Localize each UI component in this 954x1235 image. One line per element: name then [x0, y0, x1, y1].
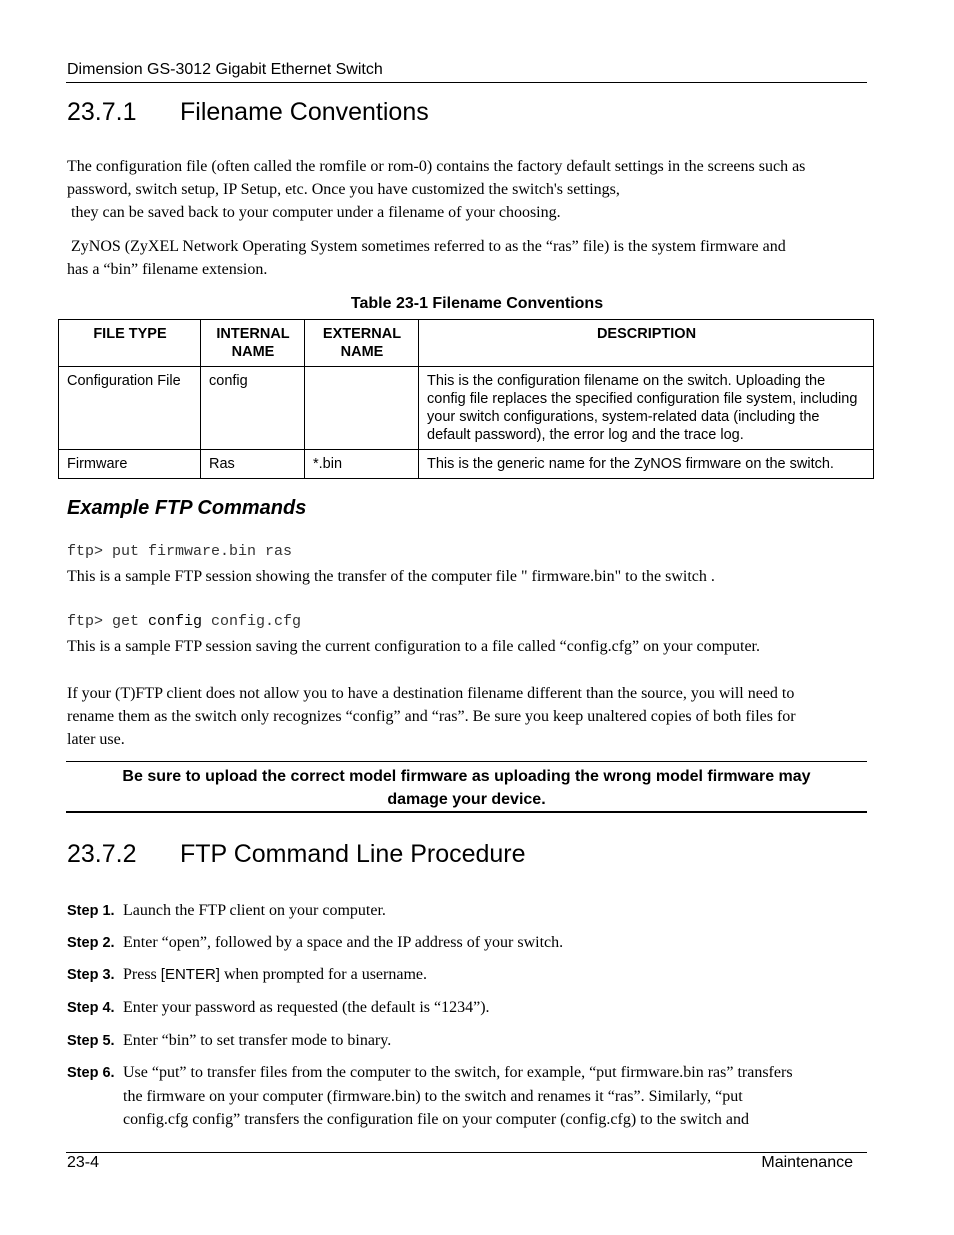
table-caption: Table 23-1 Filename Conventions	[350, 295, 604, 312]
column-header-description: DESCRIPTION	[419, 320, 874, 367]
zynos-paragraph	[67, 235, 867, 281]
step-6	[67, 1061, 857, 1131]
step-text: the firmware on your computer (firmware.bin) to the switch and renames it “ras”. Similarly, “put	[123, 1088, 743, 1105]
tftp-line: If your (T)FTP client does not allow you to have a destination filename different than the source, you will need to	[67, 685, 795, 702]
enter-key-label: [ENTER]	[160, 966, 220, 983]
cell-file-type: Configuration File	[59, 367, 201, 450]
table-header-row	[59, 320, 874, 367]
step-text: Press	[123, 966, 161, 983]
note-bottom-rule	[66, 811, 867, 813]
intro-line: they can be saved back to your computer under a filename of your choosing.	[67, 204, 561, 221]
step-text: Launch the FTP client on your computer.	[123, 902, 386, 919]
note-top-rule	[66, 761, 867, 762]
step-label: Step 2.	[67, 935, 115, 951]
cell-external-name	[305, 367, 419, 450]
section-heading-filename-conventions	[67, 98, 429, 127]
put-description: This is a sample FTP session showing the transfer of the computer file " firmware.bin" to the switch .	[67, 568, 715, 585]
step-label: Step 6.	[67, 1065, 115, 1081]
section-heading-ftp-procedure	[67, 840, 526, 869]
step-text: Enter “open”, followed by a space and the IP address of your switch.	[123, 934, 564, 951]
cell-external-name: *.bin	[305, 450, 419, 479]
step-4	[67, 996, 857, 1020]
step-label: Step 3.	[67, 967, 115, 983]
note-line: Be sure to upload the correct model firmware as uploading the wrong model firmware may	[122, 768, 811, 785]
firmware-warning-note	[66, 765, 867, 811]
step-text: Use “put” to transfer files from the computer to the switch, for example, “put firmware.bin ras” transfers	[123, 1064, 793, 1081]
step-label: Step 5.	[67, 1033, 115, 1049]
table-row	[59, 367, 874, 450]
section-title: FTP Command Line Procedure	[180, 840, 526, 868]
cell-description: This is the generic name for the ZyNOS firmware on the switch.	[419, 450, 874, 479]
intro-line: password, switch setup, IP Setup, etc. Once you have customized the switch's settings,	[67, 181, 620, 198]
column-header-internal-name: INTERNAL NAME	[201, 320, 305, 367]
header-rule	[66, 82, 867, 83]
column-header-file-type: FILE TYPE	[59, 320, 201, 367]
section-title: Filename Conventions	[180, 98, 429, 126]
cell-internal-name: Ras	[201, 450, 305, 479]
step-text: when prompted for a username.	[219, 966, 428, 983]
page-number: 23-4	[67, 1154, 100, 1171]
section-number: 23.7.2	[67, 840, 137, 868]
code-suffix: config.cfg	[202, 613, 302, 630]
running-header: Dimension GS-3012 Gigabit Ethernet Switch	[67, 61, 383, 78]
code-prefix: ftp> get	[67, 613, 149, 630]
step-2	[67, 931, 857, 955]
step-text: Enter your password as requested (the default is “1234”).	[123, 999, 490, 1016]
section-number: 23.7.1	[67, 98, 137, 126]
code-get-config	[67, 613, 301, 630]
chapter-name: Maintenance	[761, 1154, 853, 1171]
code-put-firmware: ftp> put firmware.bin ras	[67, 543, 293, 560]
example-heading: Example FTP Commands	[67, 497, 307, 519]
intro-paragraph	[67, 155, 867, 224]
intro-line: The configuration file (often called the romfile or rom-0) contains the factory default settings in the screens such as	[67, 158, 806, 175]
step-3	[67, 963, 857, 987]
footer-rule	[66, 1152, 867, 1153]
step-label: Step 4.	[67, 1000, 115, 1016]
code-config-keyword: config	[148, 613, 203, 630]
tftp-line: rename them as the switch only recognizes “config” and “ras”. Be sure you keep unaltered copies of both files for	[67, 708, 796, 725]
zynos-line: ZyNOS (ZyXEL Network Operating System sometimes referred to as the “ras” file) is the system firmware and	[67, 238, 786, 255]
step-text: Enter “bin” to set transfer mode to binary.	[123, 1032, 392, 1049]
tftp-paragraph	[67, 682, 867, 751]
tftp-line: later use.	[67, 731, 125, 748]
column-header-external-name: EXTERNAL NAME	[305, 320, 419, 367]
cell-internal-name: config	[201, 367, 305, 450]
get-description: This is a sample FTP session saving the current configuration to a file called “config.cfg” on your computer.	[67, 638, 760, 655]
table-row	[59, 450, 874, 479]
step-1	[67, 899, 857, 923]
step-label: Step 1.	[67, 903, 115, 919]
step-text: config.cfg config” transfers the configuration file on your computer (config.cfg) to the switch and	[123, 1111, 750, 1128]
zynos-line: has a “bin” filename extension.	[67, 261, 268, 278]
filename-conventions-table	[58, 319, 874, 479]
note-line: damage your device.	[387, 791, 546, 808]
cell-description: This is the configuration filename on the switch. Uploading the config file replaces the specified configuration file system, including your switch configurations, system-related data (including the default password), the error log and the trace log.	[419, 367, 874, 450]
step-5	[67, 1029, 857, 1053]
cell-file-type: Firmware	[59, 450, 201, 479]
